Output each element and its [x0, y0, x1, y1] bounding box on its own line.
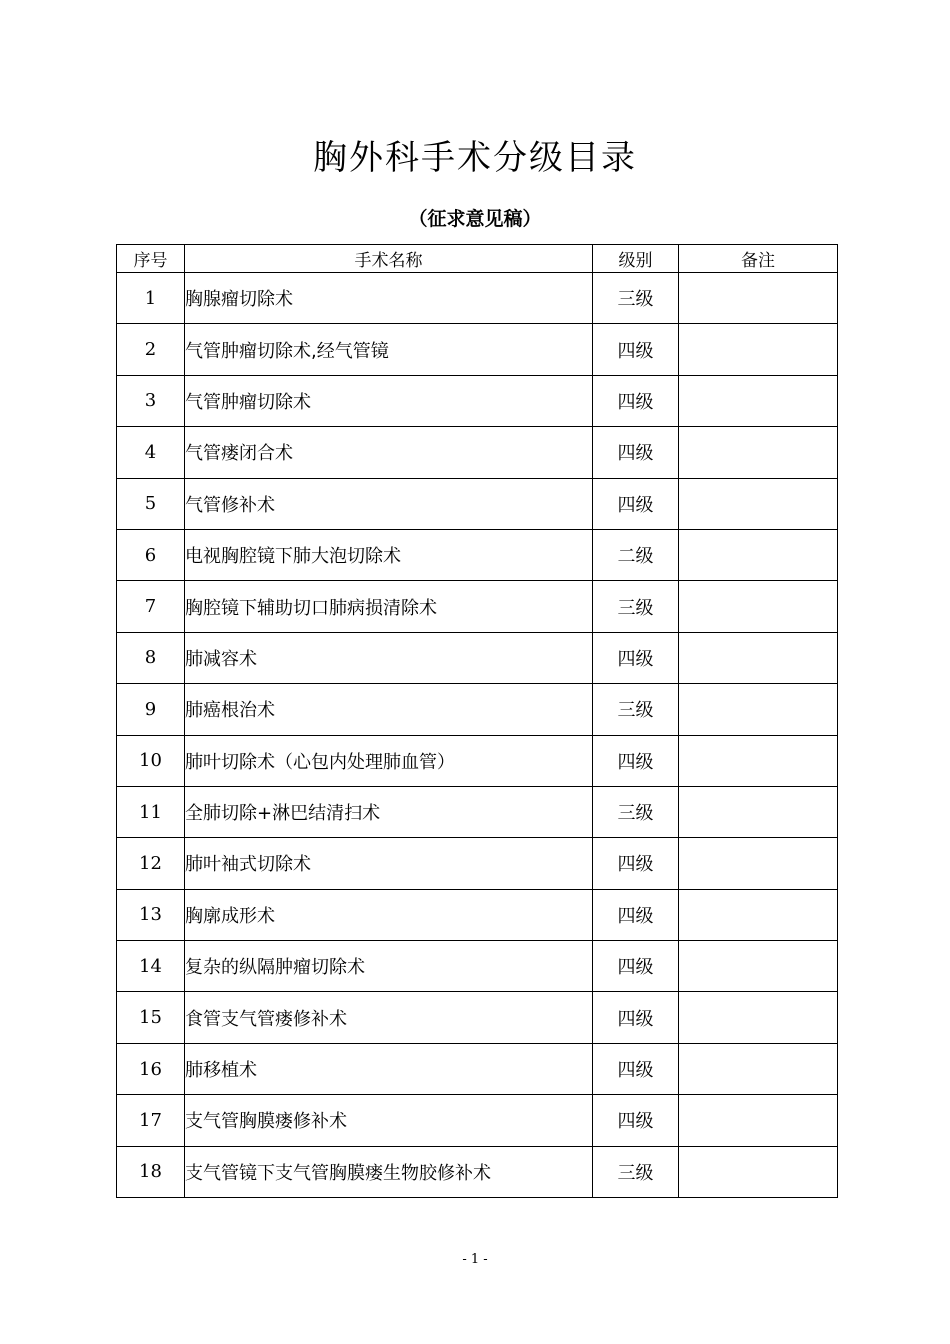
surgery-level: 四级: [593, 889, 679, 940]
header-remark: 备注: [679, 245, 838, 273]
surgery-remark: [679, 735, 838, 786]
surgery-remark: [679, 1043, 838, 1094]
surgery-remark: [679, 632, 838, 683]
surgery-remark: [679, 1146, 838, 1197]
table-row: [117, 581, 838, 632]
row-number: 16: [117, 1043, 185, 1094]
table-row: [117, 684, 838, 735]
surgery-level: 四级: [593, 324, 679, 375]
row-number: 17: [117, 1095, 185, 1146]
surgery-level: 四级: [593, 478, 679, 529]
surgery-name: 复杂的纵隔肿瘤切除术: [185, 941, 593, 992]
table-row: [117, 941, 838, 992]
table-row: [117, 1095, 838, 1146]
document-subtitle: （征求意见稿）: [408, 208, 542, 230]
surgery-name: 气管修补术: [185, 478, 593, 529]
table-row: [117, 786, 838, 837]
surgery-name: 支气管镜下支气管胸膜瘘生物胶修补术: [185, 1146, 593, 1197]
surgery-level: 三级: [593, 1146, 679, 1197]
surgery-remark: [679, 992, 838, 1043]
surgery-remark: [679, 684, 838, 735]
header-level: 级别: [593, 245, 679, 273]
table-row: [117, 427, 838, 478]
surgery-remark: [679, 529, 838, 580]
surgery-remark: [679, 581, 838, 632]
surgery-name: 气管肿瘤切除术,经气管镜: [185, 324, 593, 375]
table-row: [117, 375, 838, 426]
row-number: 11: [117, 786, 185, 837]
surgery-name: 气管瘘闭合术: [185, 427, 593, 478]
row-number: 2: [117, 324, 185, 375]
surgery-name: 胸腺瘤切除术: [185, 273, 593, 324]
surgery-level: 三级: [593, 581, 679, 632]
table-body: [117, 273, 838, 1198]
surgery-name: 电视胸腔镜下肺大泡切除术: [185, 529, 593, 580]
surgery-level: 二级: [593, 529, 679, 580]
row-number: 1: [117, 273, 185, 324]
surgery-remark: [679, 427, 838, 478]
row-number: 18: [117, 1146, 185, 1197]
row-number: 15: [117, 992, 185, 1043]
surgery-remark: [679, 838, 838, 889]
header-no: 序号: [117, 245, 185, 273]
row-number: 3: [117, 375, 185, 426]
header-name: 手术名称: [185, 245, 593, 273]
surgery-name: 胸廓成形术: [185, 889, 593, 940]
row-number: 13: [117, 889, 185, 940]
document-title: 胸外科手术分级目录: [313, 138, 637, 178]
surgery-remark: [679, 889, 838, 940]
table-row: [117, 889, 838, 940]
surgery-name: 食管支气管瘘修补术: [185, 992, 593, 1043]
surgery-remark: [679, 941, 838, 992]
table-row: [117, 838, 838, 889]
table-row: [117, 735, 838, 786]
table-row: [117, 478, 838, 529]
surgery-level: 四级: [593, 992, 679, 1043]
row-number: 9: [117, 684, 185, 735]
surgery-name: 气管肿瘤切除术: [185, 375, 593, 426]
surgery-remark: [679, 478, 838, 529]
row-number: 6: [117, 529, 185, 580]
surgery-level: 三级: [593, 273, 679, 324]
table-row: [117, 324, 838, 375]
table-row: [117, 273, 838, 324]
surgery-level: 四级: [593, 375, 679, 426]
surgery-level: 四级: [593, 632, 679, 683]
surgery-name: 支气管胸膜瘘修补术: [185, 1095, 593, 1146]
surgery-level: 四级: [593, 427, 679, 478]
surgery-level: 四级: [593, 1043, 679, 1094]
surgery-name: 肺叶切除术（心包内处理肺血管）: [185, 735, 593, 786]
surgery-name: 肺叶袖式切除术: [185, 838, 593, 889]
row-number: 12: [117, 838, 185, 889]
page-number: - 1 -: [462, 1252, 488, 1267]
surgery-level: 三级: [593, 684, 679, 735]
row-number: 5: [117, 478, 185, 529]
table-header: [117, 245, 838, 273]
surgery-level: 四级: [593, 941, 679, 992]
row-number: 10: [117, 735, 185, 786]
surgery-level: 四级: [593, 735, 679, 786]
surgery-name: 肺减容术: [185, 632, 593, 683]
table-row: [117, 1043, 838, 1094]
table-row: [117, 1146, 838, 1197]
row-number: 4: [117, 427, 185, 478]
surgery-name: 全肺切除+淋巴结清扫术: [185, 786, 593, 837]
surgery-remark: [679, 273, 838, 324]
surgery-remark: [679, 1095, 838, 1146]
surgery-level: 三级: [593, 786, 679, 837]
surgery-name: 胸腔镜下辅助切口肺病损清除术: [185, 581, 593, 632]
surgery-remark: [679, 375, 838, 426]
table-row: [117, 529, 838, 580]
surgery-level: 四级: [593, 838, 679, 889]
surgery-remark: [679, 324, 838, 375]
row-number: 14: [117, 941, 185, 992]
row-number: 7: [117, 581, 185, 632]
header-row: [117, 245, 838, 273]
row-number: 8: [117, 632, 185, 683]
surgery-level: 四级: [593, 1095, 679, 1146]
table-row: [117, 992, 838, 1043]
surgery-grading-table: [116, 244, 838, 1198]
table-row: [117, 632, 838, 683]
surgery-name: 肺癌根治术: [185, 684, 593, 735]
surgery-name: 肺移植术: [185, 1043, 593, 1094]
surgery-remark: [679, 786, 838, 837]
